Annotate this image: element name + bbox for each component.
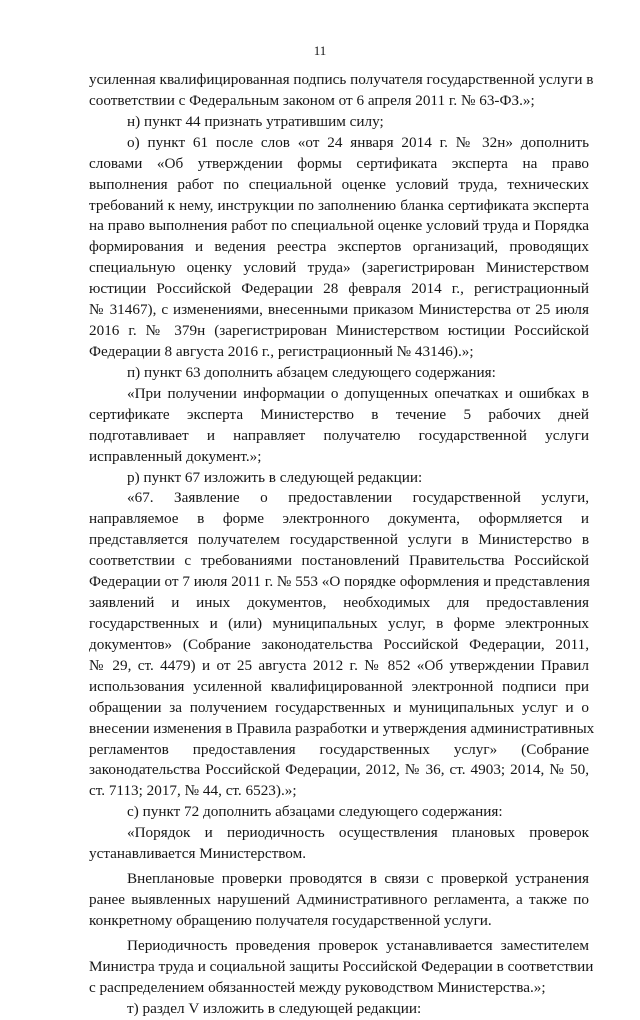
- text-line: усиленная квалифицированная подпись получателя государственной услуги в: [89, 71, 594, 88]
- text-line: документов» (Собрание законодательства Российской Федерации, 2011,: [89, 635, 589, 653]
- text-line: заявлений и иных документов, необходимых для предоставления: [89, 594, 589, 612]
- text-line: формирования и ведения реестра экспертов организаций, проводящих: [89, 238, 589, 256]
- text-line: на право выполнения работ по специальной оценке условий труда и Порядка: [89, 217, 589, 235]
- text-line: представляется получателем государственной услуги в Министерство в: [89, 531, 589, 549]
- text-line: с распределением обязанностей между руководством Министерства.»;: [89, 978, 546, 996]
- text-line: юстиции Российской Федерации 28 февраля 2014 г., регистрационный: [89, 280, 589, 298]
- document-body: [89, 70, 595, 1019]
- text-line: о) пункт 61 после слов «от 24 января 2014 г. № 32н» дополнить: [127, 133, 589, 151]
- text-line: выполнения работ по специальной оценке условий труда, технических: [89, 175, 589, 193]
- text-line: «При получении информации о допущенных опечатках и ошибках в: [127, 384, 589, 402]
- text-line: № 29, ст. 4479) и от 25 августа 2012 г. № 852 «Об утверждении Правил: [89, 656, 589, 674]
- text-line: регламентов предоставления государственных услуг» (Собрание: [89, 740, 589, 758]
- text-line: сертификате эксперта Министерство в течение 5 рабочих дней: [89, 405, 589, 423]
- text-line: № 31467), с изменениями, внесенными приказом Министерства от 25 июля: [89, 301, 589, 319]
- text-line: внесении изменения в Правила разработки и утверждения административных: [89, 719, 595, 737]
- text-line: 2016 г. № 379н (зарегистрирован Министерством юстиции Российской: [89, 322, 589, 340]
- text-line: «Порядок и периодичность осуществления плановых проверок: [127, 824, 589, 842]
- text-line: использования усиленной квалифицированной электронной подписи при: [89, 677, 589, 695]
- text-line: законодательства Российской Федерации, 2012, № 36, ст. 4903; 2014, № 50,: [89, 761, 589, 779]
- text-line: н) пункт 44 признать утратившим силу;: [127, 112, 384, 130]
- text-line: требований к нему, инструкции по заполнению бланка сертификата эксперта: [89, 196, 589, 214]
- text-line: соответствии с требованиями постановлений Правительства Российской: [89, 552, 589, 570]
- text-line: Внеплановые проверки проводятся в связи с проверкой устранения: [127, 870, 589, 888]
- text-line: обращении за получением государственных и муниципальных услуг и о: [89, 698, 589, 716]
- text-line: Федерации от 7 июля 2011 г. № 553 «О порядке оформления и представления: [89, 573, 590, 591]
- text-line: соответствии с Федеральным законом от 6 апреля 2011 г. № 63-ФЗ.»;: [89, 91, 535, 109]
- text-line: Министра труда и социальной защиты Российской Федерации в соответствии: [89, 957, 594, 975]
- text-line: конкретному обращению получателя государственной услуги.: [89, 911, 492, 929]
- text-line: р) пункт 67 изложить в следующей редакции:: [127, 468, 423, 486]
- text-line: т) раздел V изложить в следующей редакции:: [127, 999, 422, 1017]
- text-line: с) пункт 72 дополнить абзацами следующего содержания:: [127, 803, 503, 821]
- text-line: специальную оценку условий труда» (зарегистрирован Министерством: [89, 259, 589, 277]
- text-line: «67. Заявление о предоставлении государственной услуги,: [127, 489, 589, 507]
- page-number: 11: [313, 43, 327, 58]
- text-line: ст. 7113; 2017, № 44, ст. 6523).»;: [89, 782, 297, 800]
- text-line: п) пункт 63 дополнить абзацем следующего содержания:: [127, 363, 496, 381]
- text-line: устанавливается Министерством.: [89, 845, 306, 863]
- text-line: ранее выявленных нарушений Административного регламента, а также по: [89, 890, 589, 908]
- text-line: государственных и (или) муниципальных услуг, в форме электронных: [89, 614, 589, 632]
- text-line: Федерации 8 августа 2016 г., регистрационный № 43146).»;: [89, 342, 474, 360]
- text-line: направляемое в форме электронного документа, оформляется и: [89, 510, 589, 528]
- text-line: Периодичность проведения проверок устанавливается заместителем: [127, 936, 589, 954]
- text-line: подготавливает и направляет получателю государственной услуги: [89, 426, 589, 444]
- text-line: исправленный документ.»;: [89, 447, 262, 465]
- text-line: словами «Об утверждении формы сертификата эксперта на право: [89, 154, 589, 172]
